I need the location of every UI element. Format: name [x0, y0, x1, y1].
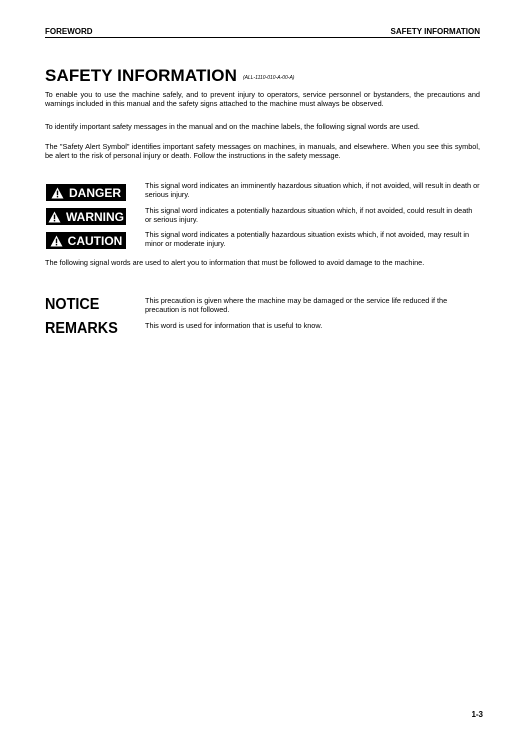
warning-triangle-icon: [51, 187, 64, 199]
caution-label-text: CAUTION: [67, 233, 123, 248]
intro-paragraph-2: To identify important safety messages in the manual and on the machine labels, the following signal words are used.: [45, 122, 420, 131]
notice-description: This precaution is given where the machine may be damaged or the service life reduced if the precaution is not followed.: [145, 296, 448, 315]
title-code: (ALL-1110-010-A-00-A): [242, 75, 295, 81]
warning-triangle-icon: [50, 235, 63, 247]
warning-label: [46, 208, 126, 225]
caution-description: This signal word indicates a potentially hazardous situation exists which, if not avoided, may result in minor or moderate injury.: [145, 230, 470, 249]
remarks-label: REMARKS: [45, 320, 118, 337]
warning-triangle-icon: [48, 211, 61, 223]
title-row: [45, 66, 294, 86]
intro-paragraph-3: The "Safety Alert Symbol" identifies important safety messages on machines, in manuals, and elsewhere. When you see this symbol, be alert to the risk of personal injury or death. Follow the instructions in the safety message.: [45, 142, 480, 161]
damage-intro-paragraph: The following signal words are used to alert you to information that must be followed to avoid damage to the machine.: [45, 258, 425, 267]
header-section: FOREWORD: [45, 27, 93, 36]
warning-label-text: WARNING: [66, 209, 124, 224]
header-rule: [45, 37, 480, 38]
intro-paragraph-1: To enable you to use the machine safely, and to prevent injury to operators, service personnel or bystanders, the precautions and warnings included in this manual and the safety signs attached to the machine must always be observed.: [45, 90, 480, 109]
remarks-description: This word is used for information that is useful to know.: [145, 321, 323, 330]
notice-label: NOTICE: [45, 296, 100, 313]
page-number: 1-3: [471, 710, 483, 719]
danger-description: This signal word indicates an imminently hazardous situation which, if not avoided, will result in death or serious injury.: [145, 181, 480, 200]
page-title: SAFETY INFORMATION: [45, 66, 237, 85]
caution-label: [46, 232, 126, 249]
danger-label-text: DANGER: [68, 185, 121, 200]
warning-description: This signal word indicates a potentially hazardous situation which, if not avoided, could result in death or serious injury.: [145, 206, 473, 225]
header-chapter: SAFETY INFORMATION: [390, 27, 480, 36]
danger-label: [46, 184, 126, 201]
